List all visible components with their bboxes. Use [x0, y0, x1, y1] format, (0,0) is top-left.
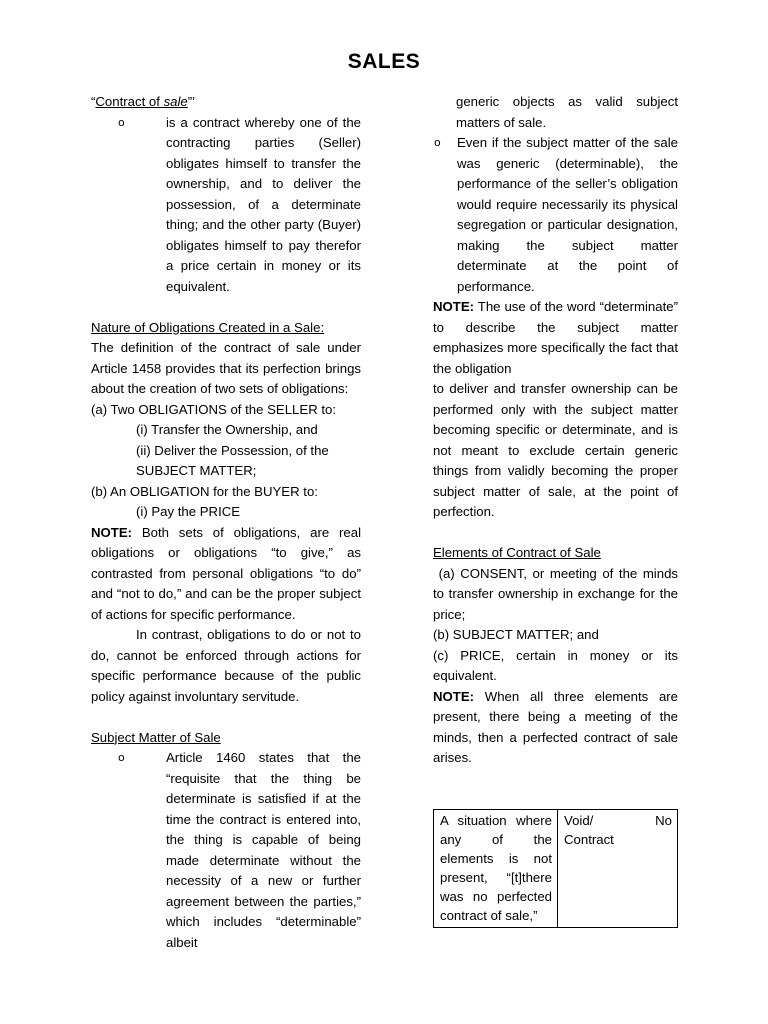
- element-c: (c) PRICE, certain in money or its equivalent.: [433, 647, 678, 683]
- contrast-paragraph: In contrast, obligations to do or not to do, cannot be enforced through actions for specific performance because of the public policy against involuntary servitude.: [91, 627, 361, 704]
- seller-item-2-cont: SUBJECT MATTER;: [136, 463, 257, 478]
- seller-item-2: (ii) Deliver the Possession, of the: [136, 442, 329, 458]
- generic-bullet-text: Even if the subject matter of the sale was generic (determinable), the performance of the seller’s obligation would require necessarily its physical segregation or particular designation, making the subject matter determinate at the point of performance.: [457, 135, 678, 294]
- result-cell: Void/ No Contract: [558, 810, 678, 928]
- bullet-marker: o: [118, 115, 125, 129]
- situation-table: [433, 809, 678, 928]
- table-row: [434, 810, 678, 928]
- situation-cell: A situation where any of the elements is not present, “[t]there was no perfected contract of sale,”: [434, 810, 558, 928]
- contract-definition-bullet: [91, 113, 361, 298]
- subject-matter-bullet: [91, 748, 361, 953]
- continued-text: generic objects as valid subject matters of sale.: [456, 94, 678, 130]
- right-column: [433, 92, 678, 769]
- bullet-marker: o: [434, 136, 441, 149]
- seller-obligations: (a) Two OBLIGATIONS of the SELLER to:: [91, 401, 337, 417]
- buyer-item-1: (i) Pay the PRICE: [136, 504, 241, 519]
- note-paragraph: NOTE: Both sets of obligations, are real obligations or obligations “to give,” as contrasted from personal obligations “to do” and “not to do,” and can be the proper subject of actions for specific performance.: [91, 524, 361, 622]
- note-determinate: NOTE: The use of the word “determinate” to describe the subject matter emphasizes more specifically the fact that the obligation: [433, 299, 678, 376]
- contract-definition-text: is a contract whereby one of the contracting parties (Seller) obligates himself to transfer the ownership, and to deliver the possession, of a determinate thing; and the other party (Buyer) obligates himself to pay therefor a price certain in money or its equivalent.: [166, 114, 361, 294]
- note-elements: NOTE: When all three elements are present, there being a meeting of the minds, then a perfected contract of sale arises.: [433, 688, 678, 765]
- buyer-obligation: (b) An OBLIGATION for the BUYER to:: [91, 483, 318, 499]
- nature-text: The definition of the contract of sale under Article 1458 provides that its perfection brings about the creation of two sets of obligations:: [91, 340, 361, 396]
- left-column: [91, 92, 361, 953]
- element-a: (a) CONSENT, or meeting of the minds to transfer ownership in exchange for the price;: [433, 565, 678, 622]
- subject-matter-text: Article 1460 states that the “requisite that the thing be determinate is satisfied if at the time the contract is entered into, the thing is capable of being made determinate without the necessity of a new or further agreement between the parties,” which includes “determinable” albeit: [166, 750, 361, 950]
- document-title: SALES: [347, 50, 421, 73]
- subject-matter-heading: Subject Matter of Sale: [91, 729, 221, 745]
- nature-heading: Nature of Obligations Created in a Sale:: [91, 319, 325, 335]
- element-b: (b) SUBJECT MATTER; and: [433, 627, 599, 642]
- note-determinate-cont: to deliver and transfer ownership can be performed only with the subject matter becoming specific or determinate, and is not meant to exclude certain generic things from validly becoming the proper subject matter of sale, at the point of perfection.: [433, 381, 678, 519]
- bullet-marker: o: [118, 751, 125, 764]
- seller-item-1: (i) Transfer the Ownership, and: [136, 422, 318, 437]
- elements-heading: Elements of Contract of Sale: [433, 545, 601, 560]
- contract-of-sale-heading: “Contract of sale”’: [91, 94, 196, 109]
- generic-bullet: [433, 133, 678, 297]
